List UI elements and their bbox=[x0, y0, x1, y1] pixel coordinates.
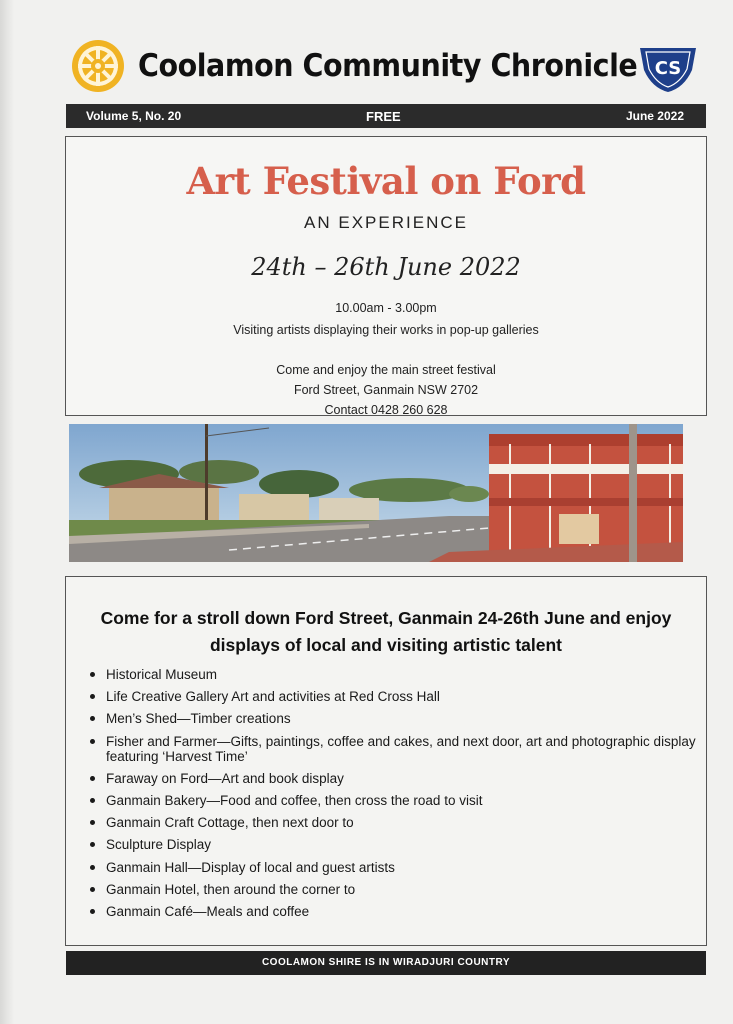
footer-bar: COOLAMON SHIRE IS IN WIRADJURI COUNTRY bbox=[66, 951, 706, 975]
list-item: Sculpture Display bbox=[88, 837, 700, 852]
event-location: Ford Street, Ganmain NSW 2702 bbox=[293, 383, 479, 397]
page-edge-shadow bbox=[0, 0, 14, 1024]
list-item: Ganmain Craft Cottage, then next door to bbox=[88, 815, 700, 830]
list-item: Faraway on Ford—Art and book display bbox=[88, 771, 700, 786]
ford-street-photo bbox=[69, 424, 683, 562]
event-time: 10.00am - 3.00pm bbox=[335, 301, 437, 315]
attractions-list bbox=[88, 667, 700, 926]
event-contact: Contact 0428 260 628 bbox=[324, 403, 448, 417]
event-subtitle: AN EXPERIENCE bbox=[304, 213, 468, 232]
newspaper-title: Coolamon Community Chronicle bbox=[138, 48, 638, 84]
rotary-logo-icon bbox=[70, 38, 126, 94]
list-item: Men’s Shed—Timber creations bbox=[88, 711, 700, 726]
list-item: Life Creative Gallery Art and activities at Red Cross Hall bbox=[88, 689, 700, 704]
event-description: Visiting artists displaying their works in pop-up galleries bbox=[233, 323, 539, 337]
issue-date: June 2022 bbox=[625, 109, 684, 123]
volume-number: Volume 5, No. 20 bbox=[86, 109, 182, 123]
attractions-heading: Come for a stroll down Ford Street, Ganmain 24-26th June and enjoy displays of local and visiting artistic talent bbox=[100, 608, 672, 655]
attractions-box bbox=[65, 576, 707, 946]
svg-text:CS: CS bbox=[654, 58, 682, 79]
issue-info-bar bbox=[66, 104, 706, 128]
price-label: FREE bbox=[366, 109, 401, 124]
masthead bbox=[66, 36, 706, 98]
list-item: Ganmain Café—Meals and coffee bbox=[88, 904, 700, 919]
list-item: Fisher and Farmer—Gifts, paintings, coffee and cakes, and next door, art and photographic display featuring ‘Harvest Time’ bbox=[88, 734, 700, 764]
event-title: Art Festival on Ford bbox=[186, 159, 586, 203]
coolamon-school-crest-icon bbox=[636, 40, 700, 94]
event-dates: 24th – 26th June 2022 bbox=[251, 253, 521, 281]
list-item: Historical Museum bbox=[88, 667, 700, 682]
event-invite: Come and enjoy the main street festival bbox=[276, 363, 496, 377]
list-item: Ganmain Hall—Display of local and guest artists bbox=[88, 860, 700, 875]
list-item: Ganmain Hotel, then around the corner to bbox=[88, 882, 700, 897]
list-item: Ganmain Bakery—Food and coffee, then cross the road to visit bbox=[88, 793, 700, 808]
event-announcement-box bbox=[65, 136, 707, 416]
